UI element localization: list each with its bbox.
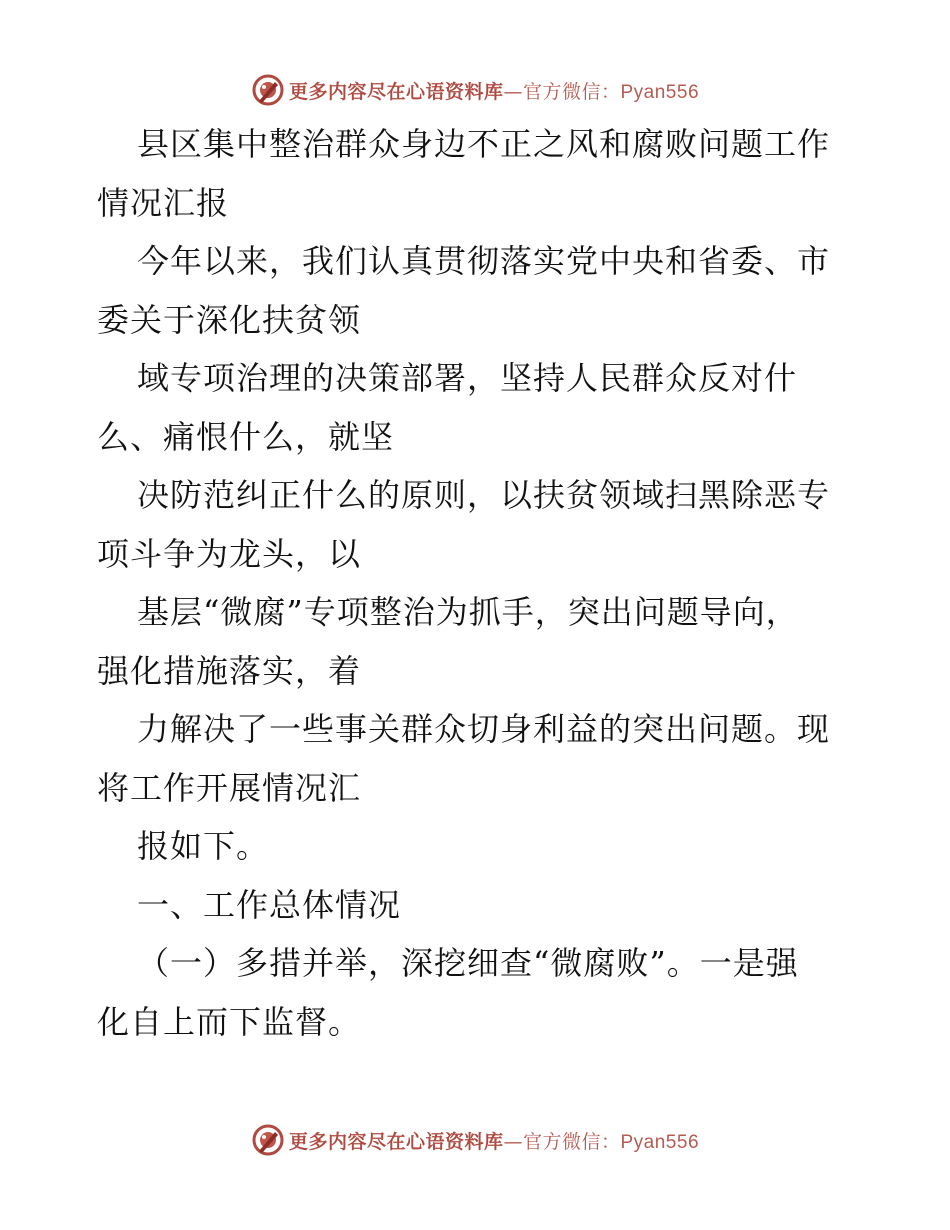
- paragraph-line: 项斗争为龙头，以: [97, 534, 362, 573]
- watermark-brand: 更多内容尽在心语资料库: [288, 1130, 504, 1153]
- watermark-suffix: 官方微信：Pyan556: [523, 81, 700, 103]
- watermark-brand: 更多内容尽在心语资料库: [288, 80, 504, 103]
- paragraph-line: 今年以来，我们认真贯彻落实党中央和省委、市: [137, 242, 831, 280]
- watermark-separator: —: [503, 80, 523, 103]
- watermark-text: [289, 1127, 699, 1154]
- watermark-suffix: 官方微信：Pyan556: [523, 1131, 700, 1153]
- header-watermark: [0, 70, 950, 110]
- paragraph-line: 么、痛恨什么，就坚: [97, 417, 395, 456]
- paragraph-line: 报如下。: [137, 827, 270, 865]
- paragraph-line: 决防范纠正什么的原则，以扶贫领域扫黑除恶专: [137, 476, 831, 514]
- pen-seal-icon: [251, 1123, 285, 1157]
- paragraph-line: 力解决了一些事关群众切身利益的突出问题。现: [137, 710, 831, 748]
- document-body: [97, 115, 857, 1051]
- pen-seal-icon: [251, 73, 285, 107]
- watermark-text: [289, 77, 699, 104]
- paragraph-line: 域专项治理的决策部署，坚持人民群众反对什: [137, 359, 798, 397]
- footer-watermark: [0, 1120, 950, 1160]
- section-heading: 一、工作总体情况: [137, 885, 402, 924]
- paragraph-line: 强化措施落实，着: [97, 651, 362, 690]
- paragraph-line: 基层“微腐”专项整治为抓手，突出问题导向，: [137, 593, 799, 631]
- subsection-line: 化自上而下监督。: [97, 1002, 362, 1041]
- watermark-separator: —: [503, 1130, 523, 1153]
- paragraph-line: 将工作开展情况汇: [97, 768, 362, 807]
- paragraph-line: 委关于深化扶贫领: [97, 300, 362, 339]
- title-line-1: 县区集中整治群众身边不正之风和腐败问题工作: [137, 125, 831, 163]
- subsection-line: （一）多措并举，深挖细查“微腐败”。一是强: [137, 944, 799, 982]
- title-line-2: 情况汇报: [97, 183, 230, 222]
